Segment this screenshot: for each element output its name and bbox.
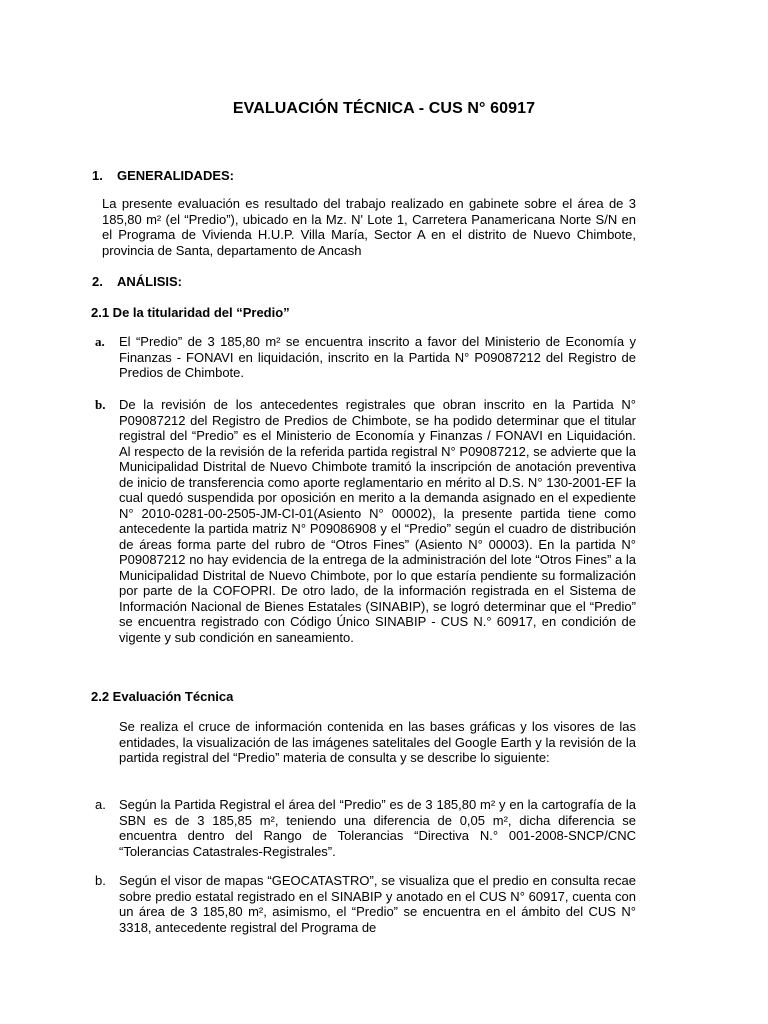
item-text: Según el visor de mapas “GEOCATASTRO”, se visualiza que el predio en consulta recae sobre predio estatal registrado en el SINABIP y anotado en el CUS N° 60917, cuenta con un área de 3 185,80 m², asimismo, el “Predio” se encuentra en el ámbito del CUS N° 3318, antecedente registral del Programa de [119,873,636,935]
section-1-number: 1. [92,168,103,183]
section-2-2-item-a [95,797,636,861]
section-2-number: 2. [92,274,103,289]
section-2-title: ANÁLISIS: [117,274,182,289]
document-title: EVALUACIÓN TÉCNICA - CUS N° 60917 [232,100,536,117]
section-2-1-heading: 2.1 De la titularidad del “Predio” [91,305,290,320]
item-text: Según la Partida Registral el área del “Predio” es de 3 185,80 m² y en la cartografía de la SBN es de 3 185,85 m², teniendo una diferencia de 0,05 m², dicha diferencia se encuentra dentro del Rango de Tolerancias “Directiva N.° 001-2008-SNCP/CNC “Tolerancias Catastrales-Registrales”. [119,797,636,859]
section-1-heading [92,168,234,183]
section-1-title: GENERALIDADES: [117,168,235,183]
section-2-heading [92,274,182,289]
item-marker: b. [95,397,106,412]
item-marker: b. [95,873,106,888]
item-marker: a. [95,797,106,812]
section-2-1-item-a [95,334,636,382]
section-2-1-item-b [95,397,636,677]
section-2-2-heading: 2.2 Evaluación Técnica [91,689,234,704]
section-2-2-intro: Se realiza el cruce de información contenida en las bases gráficas y los visores de las entidades, la visualización de las imágenes satelitales del Google Earth y la revisión de la partida registral del “Predio” materia de consulta y se describe lo siguiente: [119,719,636,765]
item-text: De la revisión de los antecedentes registrales que obran inscrito en la Partida N° P09087212 del Registro de Predios de Chimbote, se ha podido determinar que el titular registral del “Predio” es el Ministerio de Economía y Finanzas / FONAVI en Liquidación. Al respecto de la revisión de la referida partida registral N° P09087212, se advierte que la Municipalidad Distrital de Nuevo Chimbote tramitó la inscripción de anotación preventiva de inicio de transferencia como aporte reglamentario en mérito al D.S. N° 130-2001-EF la cual quedó suspendida por oposición en merito a la demanda asignado en el expediente N° 2010-0281-00-2505-JM-CI-01(Asiento N° 00002), la presente partida tiene como antecedente la partida matriz N° P09086908 y el “Predio” según el cuadro de distribución de áreas forma parte del rubro de “Otros Fines” (Asiento N° 00003). En la partida N° P09087212 no hay evidencia de la entrega de la administración del lote “Otros Fines” a la Municipalidad Distrital de Nuevo Chimbote, por lo que estaría pendiente su formalización por parte de la COFOPRI. De otro lado, de la información registrada en el Sistema de Información Nacional de Bienes Estatales (SINABIP), se logró determinar que el “Predio” se encuentra registrado con Código Único SINABIP - CUS N.° 60917, en condición de vigente y sub condición en saneamiento. [119,397,636,645]
item-text: El “Predio” de 3 185,80 m² se encuentra inscrito a favor del Ministerio de Economía y Finanzas - FONAVI en liquidación, inscrito en la Partida N° P09087212 del Registro de Predios de Chimbote. [119,334,636,380]
section-1-paragraph: La presente evaluación es resultado del trabajo realizado en gabinete sobre el área de 3 185,80 m² (el “Predio”), ubicado en la Mz. N' Lote 1, Carretera Panamericana Norte S/N en el Programa de Vivienda H.U.P. Villa María, Sector A en el distrito de Nuevo Chimbote, provincia de Santa, departamento de Ancash [102,196,636,258]
item-marker: a. [95,334,105,349]
section-2-2-item-b [95,873,636,937]
